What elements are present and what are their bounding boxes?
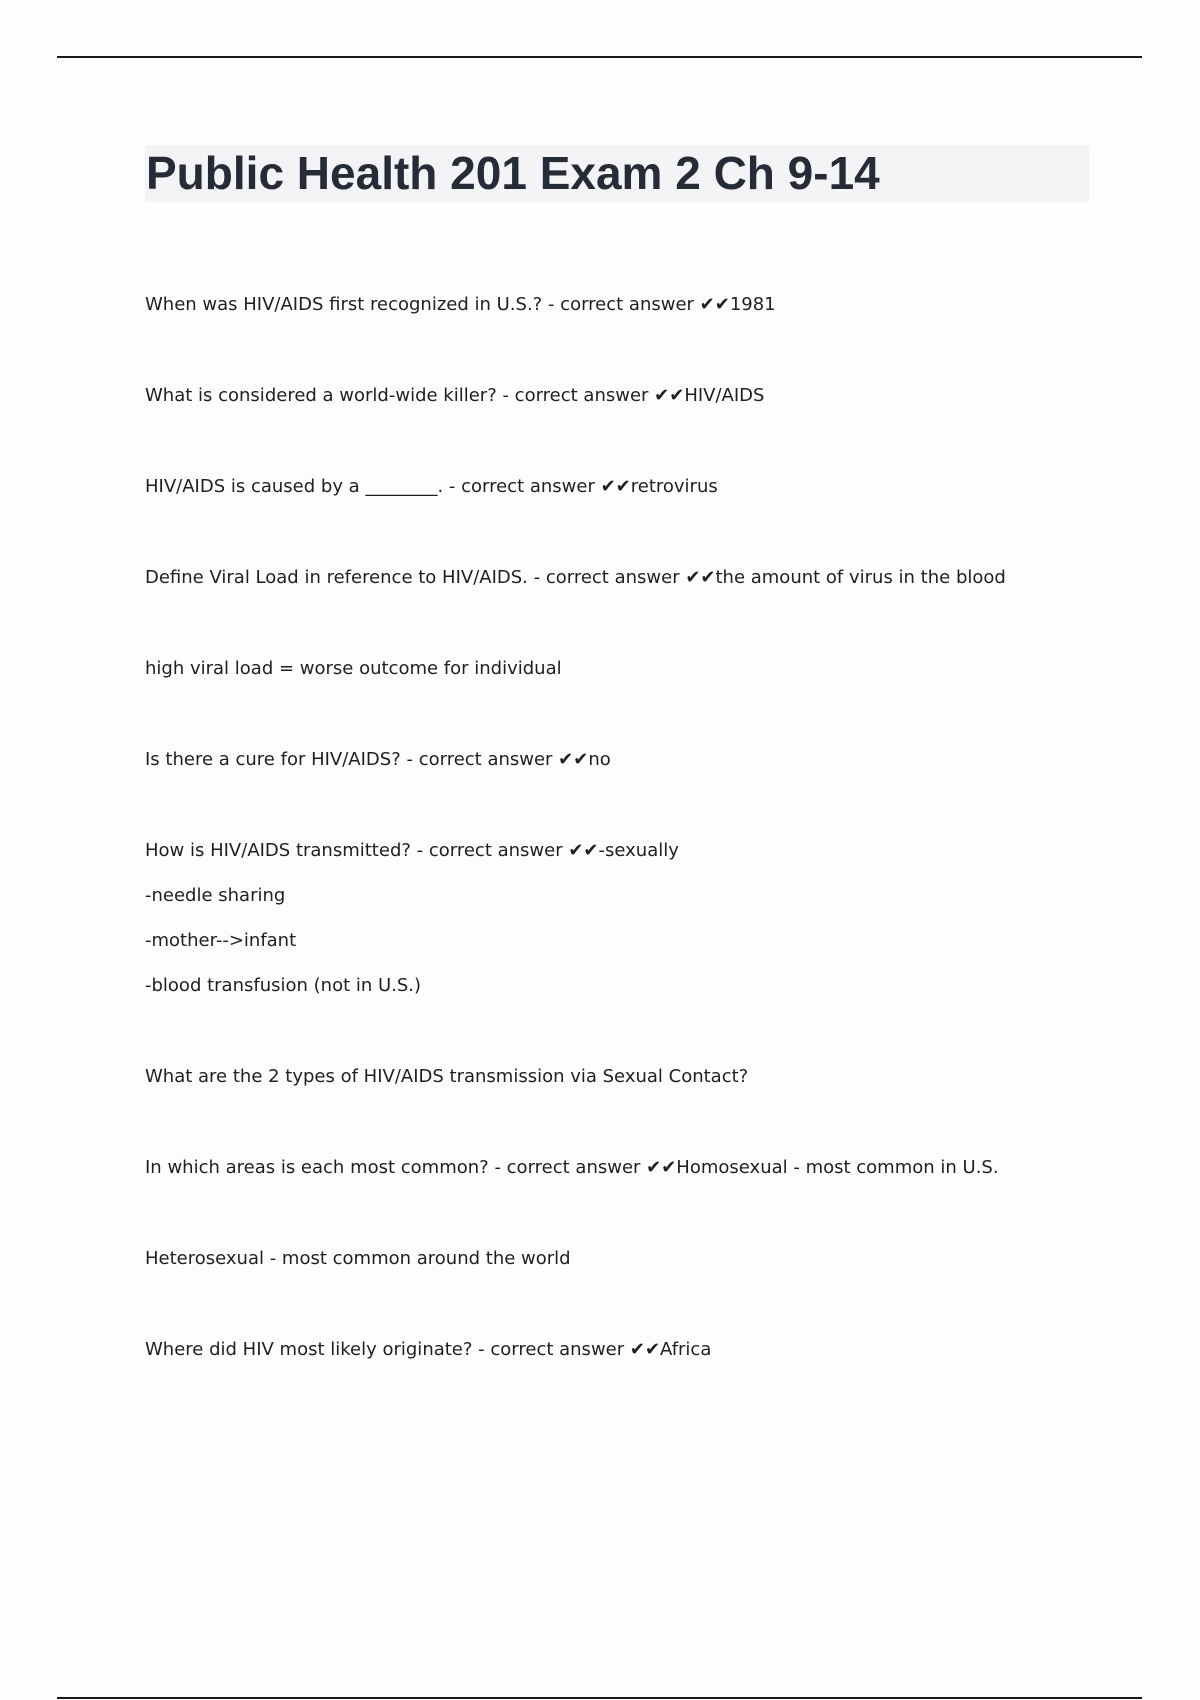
qa-line: Define Viral Load in reference to HIV/AIDS. - correct answer ✔✔the amount of virus in the blood <box>145 567 1006 588</box>
qa-line: How is HIV/AIDS transmitted? - correct answer ✔✔-sexually <box>145 840 679 861</box>
bottom-rule <box>57 1697 1142 1699</box>
qa-line: What are the 2 types of HIV/AIDS transmission via Sexual Contact? <box>145 1066 749 1087</box>
qa-line: Is there a cure for HIV/AIDS? - correct answer ✔✔no <box>145 749 611 770</box>
qa-line: In which areas is each most common? - correct answer ✔✔Homosexual - most common in U.S. <box>145 1157 999 1178</box>
top-rule <box>57 56 1142 58</box>
qa-line: Where did HIV most likely originate? - correct answer ✔✔Africa <box>145 1339 712 1360</box>
qa-line: Heterosexual - most common around the world <box>145 1248 571 1269</box>
qa-line: What is considered a world-wide killer? - correct answer ✔✔HIV/AIDS <box>145 385 765 406</box>
qa-line: HIV/AIDS is caused by a ________. - correct answer ✔✔retrovirus <box>145 476 718 497</box>
qa-line: -mother-->infant <box>145 930 297 951</box>
qa-line: -needle sharing <box>145 885 286 906</box>
qa-line: -blood transfusion (not in U.S.) <box>145 975 422 996</box>
qa-line: When was HIV/AIDS first recognized in U.S.? - correct answer ✔✔1981 <box>145 294 776 315</box>
document-title: Public Health 201 Exam 2 Ch 9-14 <box>146 147 880 199</box>
qa-line: high viral load = worse outcome for individual <box>145 658 562 679</box>
